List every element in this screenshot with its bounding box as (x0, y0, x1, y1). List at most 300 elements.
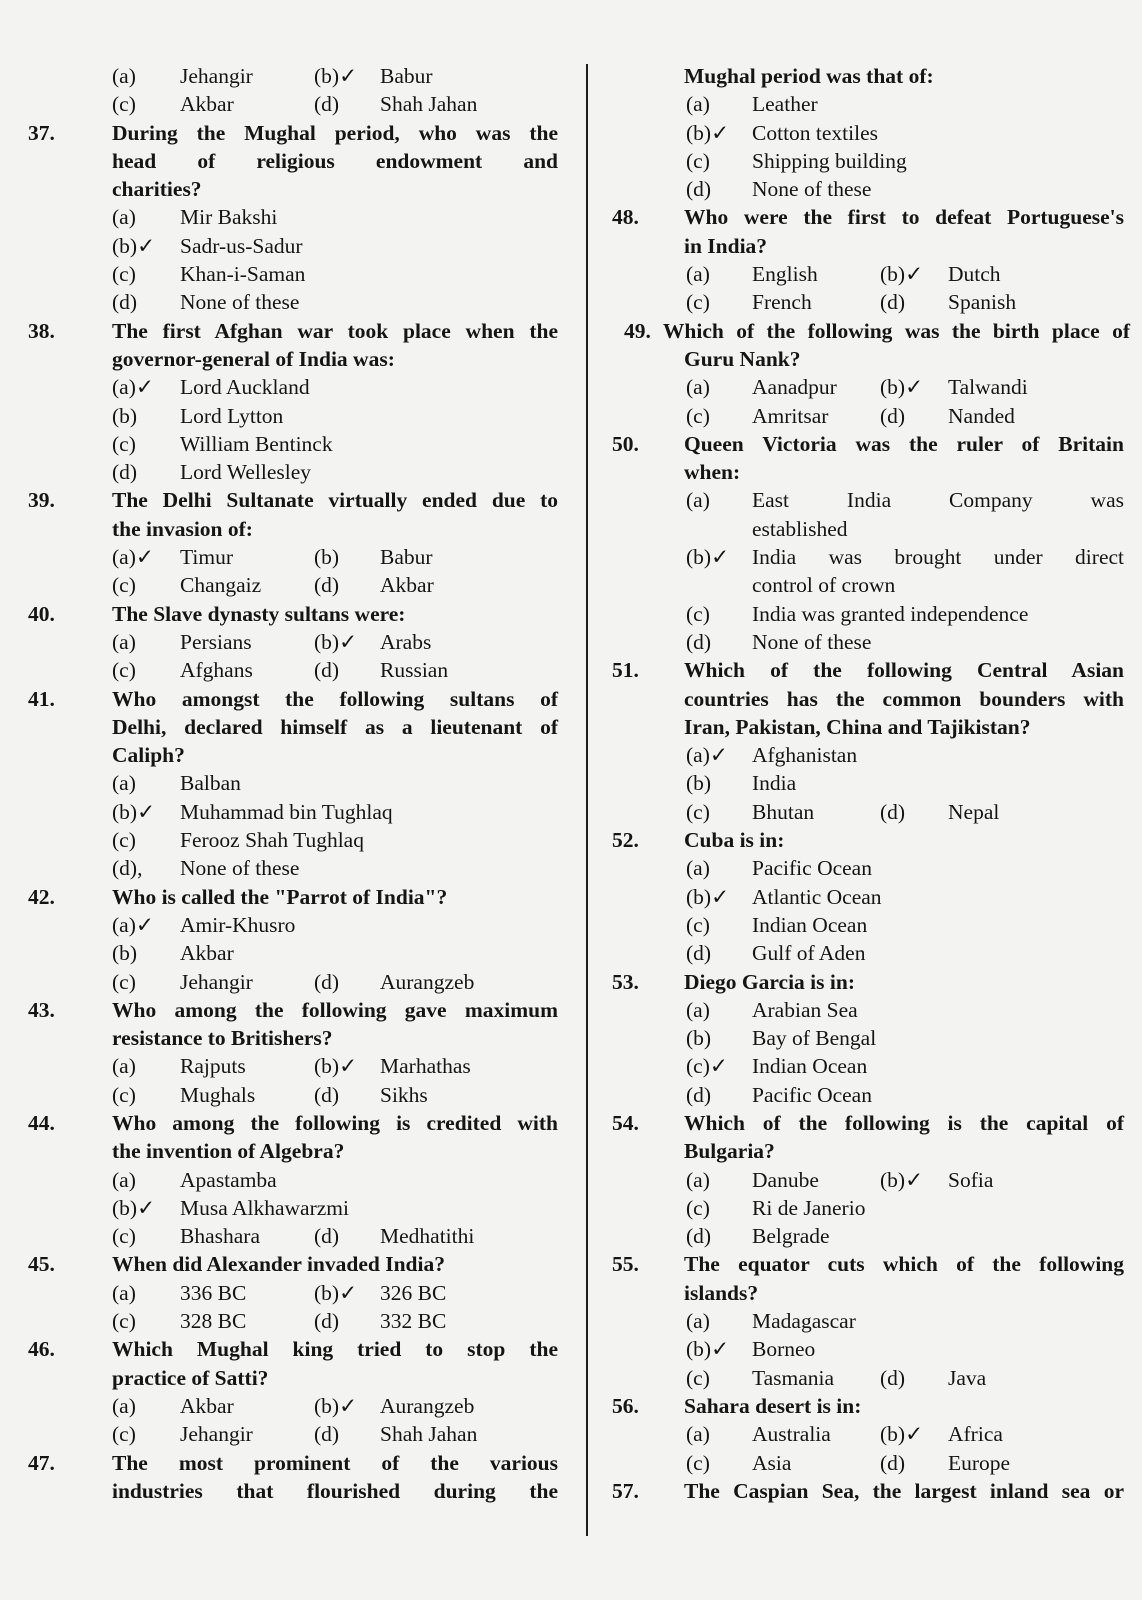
option-label: (a) (686, 1422, 710, 1447)
option-label: (d) (314, 658, 340, 683)
question-line (612, 1137, 1132, 1165)
question-number: 56. (612, 1393, 639, 1418)
option-label: (a) (686, 997, 710, 1022)
option-line (28, 1166, 558, 1194)
question-line (28, 486, 558, 514)
option-label: (b)✓ (686, 545, 730, 570)
option-text: Sadr-us-Sadur (180, 233, 303, 258)
question-line (612, 826, 1132, 854)
option-text: Apastamba (180, 1167, 277, 1192)
option-label: (d) (686, 941, 712, 966)
option-line (612, 1222, 1132, 1250)
option-line (612, 798, 1132, 826)
option-text: Danube (752, 1167, 819, 1192)
option-line (612, 1364, 1132, 1392)
option-line (612, 769, 1132, 797)
option-label: (c) (686, 403, 710, 428)
option-line (28, 288, 558, 316)
option-line (28, 543, 558, 571)
option-text: Cotton textiles (752, 120, 879, 145)
option-text: Bhashara (180, 1224, 260, 1249)
option-line (612, 543, 1132, 571)
option-label: (d) (880, 403, 906, 428)
option-text: Indian Ocean (752, 1054, 868, 1079)
option-text: Timur (180, 545, 233, 570)
option-label: (d) (314, 92, 340, 117)
question-text: Who among the following gave maximum (112, 997, 558, 1022)
question-line (612, 685, 1132, 713)
question-text: When did Alexander invaded India? (112, 1252, 445, 1277)
option-line (28, 232, 558, 260)
option-text: Lord Wellesley (180, 460, 312, 485)
option-line (612, 1449, 1132, 1477)
option-text: 336 BC (180, 1280, 247, 1305)
question-text: governor-general of India was: (112, 346, 395, 371)
option-line (612, 939, 1132, 967)
option-text: Nepal (948, 799, 1000, 824)
question-text: practice of Satti? (112, 1365, 269, 1390)
question-number: 50. (612, 431, 639, 456)
option-label: (b)✓ (314, 1393, 358, 1418)
option-text: Sofia (948, 1167, 994, 1192)
option-label: (a) (686, 856, 710, 881)
option-label: (a)✓ (112, 912, 154, 937)
question-text: Which of the following Central Asian (684, 658, 1124, 683)
option-line (28, 1392, 558, 1420)
option-text: Talwandi (948, 375, 1028, 400)
option-label: (a) (112, 1167, 136, 1192)
question-line (612, 968, 1132, 996)
question-text: industries that flourished during the (112, 1478, 558, 1503)
option-text: Shipping building (752, 148, 907, 173)
question-number: 54. (612, 1110, 639, 1135)
option-line (612, 628, 1132, 656)
option-label: (b)✓ (880, 1167, 924, 1192)
question-text: islands? (684, 1280, 759, 1305)
option-label: (d) (112, 460, 138, 485)
option-text: Jehangir (180, 969, 253, 994)
option-line (28, 769, 558, 797)
option-text: Aurangzeb (380, 969, 475, 994)
option-text: Atlantic Ocean (752, 884, 882, 909)
option-text: India was brought under direct (752, 545, 1124, 570)
question-text: The equator cuts which of the following (684, 1252, 1124, 1277)
option-text: East India Company was (752, 488, 1124, 513)
option-line (28, 373, 558, 401)
option-line (28, 1420, 558, 1448)
question-text: resistance to Britishers? (112, 1026, 333, 1051)
option-line (28, 1052, 558, 1080)
column-divider (586, 64, 588, 1536)
option-label: (c) (112, 1422, 136, 1447)
option-label: (b)✓ (314, 64, 358, 88)
option-label: (a) (112, 205, 136, 230)
option-label: (d) (112, 290, 138, 315)
option-text: English (752, 262, 818, 287)
option-label: (b)✓ (112, 1195, 156, 1220)
question-line (28, 600, 558, 628)
option-label: (d) (314, 1082, 340, 1107)
option-label: (a) (686, 1167, 710, 1192)
option-line (612, 1420, 1132, 1448)
option-line (612, 741, 1132, 769)
option-text: Amir-Khusro (180, 912, 296, 937)
option-text: established (752, 516, 848, 541)
option-label: (c) (112, 658, 136, 683)
option-text: Babur (380, 64, 433, 88)
option-text: Muhammad bin Tughlaq (180, 799, 393, 824)
question-line (612, 203, 1132, 231)
option-text: Europe (948, 1450, 1011, 1475)
question-line (612, 1392, 1132, 1420)
question-line (28, 175, 558, 203)
option-text: Asia (752, 1450, 792, 1475)
option-line (612, 996, 1132, 1024)
option-label: (c) (686, 1195, 710, 1220)
question-text: Who amongst the following sultans of (112, 686, 558, 711)
option-text: control of crown (752, 573, 896, 598)
option-line (612, 854, 1132, 882)
option-text: None of these (752, 629, 872, 654)
option-line (612, 90, 1132, 118)
option-label: (b) (686, 1026, 712, 1051)
question-number: 45. (28, 1252, 55, 1277)
option-label: (c) (112, 828, 136, 853)
option-text: Sikhs (380, 1082, 428, 1107)
option-label: (a) (112, 1054, 136, 1079)
option-text: None of these (180, 856, 300, 881)
question-line (28, 1024, 558, 1052)
question-number: 52. (612, 828, 639, 853)
option-text: Pacific Ocean (752, 856, 872, 881)
question-line (612, 1279, 1132, 1307)
option-text: Afghans (180, 658, 253, 683)
question-text: The Caspian Sea, the largest inland sea or (684, 1478, 1124, 1503)
option-label: (c) (112, 573, 136, 598)
question-text: Diego Garcia is in: (684, 969, 855, 994)
question-number: 57. (612, 1478, 639, 1503)
option-label: (c) (112, 92, 136, 117)
option-continuation (612, 515, 1132, 543)
option-text: Borneo (752, 1337, 816, 1362)
question-line (612, 458, 1132, 486)
option-text: Indian Ocean (752, 912, 868, 937)
question-line (612, 232, 1132, 260)
option-label: (d) (686, 629, 712, 654)
option-text: Persians (180, 629, 252, 654)
option-text: Ferooz Shah Tughlaq (180, 828, 364, 853)
question-line (28, 1477, 558, 1505)
option-text: Madagascar (752, 1309, 856, 1334)
option-label: (b)✓ (112, 799, 156, 824)
option-text: Gulf of Aden (752, 941, 866, 966)
option-label: (a) (112, 1393, 136, 1418)
option-label: (b)✓ (686, 1337, 730, 1362)
option-line (28, 628, 558, 656)
question-line (612, 317, 1132, 345)
question-number: 51. (612, 658, 639, 683)
option-label: (d) (314, 1224, 340, 1249)
option-label: (d) (686, 1082, 712, 1107)
option-text: Balban (180, 771, 241, 796)
option-label: (d) (686, 1224, 712, 1249)
option-text: Arabian Sea (752, 997, 858, 1022)
option-text: Pacific Ocean (752, 1082, 872, 1107)
option-label: (d) (880, 799, 906, 824)
option-label: (a)✓ (686, 743, 728, 768)
option-text: Shah Jahan (380, 92, 478, 117)
option-line (612, 402, 1132, 430)
option-label: (b) (112, 941, 138, 966)
right-column (612, 62, 1132, 1505)
option-text: Marhathas (380, 1054, 471, 1079)
question-number: 40. (28, 601, 55, 626)
option-line (612, 260, 1132, 288)
option-text: Africa (948, 1422, 1003, 1447)
option-line (612, 1194, 1132, 1222)
option-label: (c) (112, 431, 136, 456)
question-number: 44. (28, 1110, 55, 1135)
question-line (28, 996, 558, 1024)
option-label: (a) (112, 771, 136, 796)
question-line (28, 1250, 558, 1278)
option-text: Aurangzeb (380, 1393, 475, 1418)
option-label: (a) (686, 262, 710, 287)
option-label: (d) (880, 1365, 906, 1390)
option-line (28, 62, 558, 90)
option-text: Mughals (180, 1082, 256, 1107)
question-line (28, 317, 558, 345)
option-line (612, 883, 1132, 911)
option-text: Akbar (380, 573, 434, 598)
option-line (28, 1279, 558, 1307)
question-text: Mughal period was that of: (684, 64, 934, 88)
question-text: when: (684, 460, 741, 485)
option-line (612, 1166, 1132, 1194)
option-label: (d) (880, 290, 906, 315)
option-text: Babur (380, 545, 433, 570)
option-line (612, 175, 1132, 203)
option-label: (b)✓ (880, 1422, 924, 1447)
option-text: Jehangir (180, 1422, 253, 1447)
option-label: (a)✓ (112, 375, 154, 400)
question-line (612, 1109, 1132, 1137)
left-column (28, 62, 558, 1505)
option-line (28, 458, 558, 486)
question-line (28, 515, 558, 543)
question-text: Which of the following is the capital of (684, 1110, 1124, 1135)
option-label: (c) (112, 262, 136, 287)
option-text: Lord Auckland (180, 375, 310, 400)
question-line (28, 741, 558, 769)
option-text: Australia (752, 1422, 831, 1447)
question-line (28, 883, 558, 911)
option-label: (b)✓ (686, 884, 730, 909)
option-label: (a) (686, 488, 710, 513)
option-label: (d) (314, 969, 340, 994)
option-text: Lord Lytton (180, 403, 284, 428)
option-line (612, 1081, 1132, 1109)
question-text: Iran, Pakistan, China and Tajikistan? (684, 714, 1031, 739)
option-label: (c) (686, 912, 710, 937)
option-label: (c) (686, 1450, 710, 1475)
question-text: During the Mughal period, who was the (112, 120, 558, 145)
option-label: (c) (112, 969, 136, 994)
option-line (612, 1335, 1132, 1363)
option-line (28, 430, 558, 458)
question-text: The Slave dynasty sultans were: (112, 601, 406, 626)
option-line (612, 911, 1132, 939)
question-number: 37. (28, 120, 55, 145)
option-line (612, 119, 1132, 147)
question-line (612, 62, 1132, 90)
option-label: (b)✓ (880, 375, 924, 400)
question-text: Who is called the "Parrot of India"? (112, 884, 448, 909)
question-line (28, 1137, 558, 1165)
option-line (28, 968, 558, 996)
question-text: the invention of Algebra? (112, 1139, 345, 1164)
option-text: Jehangir (180, 64, 253, 88)
option-text: Belgrade (752, 1224, 830, 1249)
option-label: (b)✓ (112, 233, 156, 258)
option-label: (c) (112, 1082, 136, 1107)
question-line (612, 430, 1132, 458)
question-line (612, 1477, 1132, 1505)
option-text: Medhatithi (380, 1224, 475, 1249)
option-text: India was granted independence (752, 601, 1029, 626)
question-number: 38. (28, 318, 55, 343)
question-line (28, 147, 558, 175)
option-text: Java (948, 1365, 987, 1390)
option-label: (c) (686, 601, 710, 626)
option-line (612, 147, 1132, 175)
option-label: (d) (686, 177, 712, 202)
option-text: Mir Bakshi (180, 205, 278, 230)
option-text: Tasmania (752, 1365, 835, 1390)
question-text: Which Mughal king tried to stop the (112, 1337, 558, 1362)
option-text: Musa Alkhawarzmi (180, 1195, 349, 1220)
option-line (28, 1307, 558, 1335)
option-text: Spanish (948, 290, 1017, 315)
option-text: None of these (180, 290, 300, 315)
option-label: (d) (314, 1422, 340, 1447)
option-line (612, 1024, 1132, 1052)
option-text: India (752, 771, 797, 796)
option-label: (a) (112, 629, 136, 654)
option-line (612, 1052, 1132, 1080)
option-text: Akbar (180, 92, 234, 117)
option-label: (b)✓ (314, 1054, 358, 1079)
question-text: countries has the common bounders with (684, 686, 1124, 711)
question-text: Sahara desert is in: (684, 1393, 862, 1418)
option-text: Khan-i-Saman (180, 262, 306, 287)
option-label: (c) (686, 799, 710, 824)
option-continuation (612, 571, 1132, 599)
question-number: 47. (28, 1450, 55, 1475)
question-number: 39. (28, 488, 55, 513)
question-number: 41. (28, 686, 55, 711)
question-line (612, 1250, 1132, 1278)
option-line (28, 1222, 558, 1250)
option-text: None of these (752, 177, 872, 202)
option-label: (c) (112, 1224, 136, 1249)
question-line (28, 713, 558, 741)
option-text: Bay of Bengal (752, 1026, 877, 1051)
question-number: 46. (28, 1337, 55, 1362)
option-label: (b) (314, 545, 340, 570)
option-text: 328 BC (180, 1309, 247, 1334)
option-line (612, 373, 1132, 401)
option-line (612, 288, 1132, 316)
option-label: (b) (112, 403, 138, 428)
option-label: (d), (112, 856, 143, 881)
option-label: (a) (686, 92, 710, 117)
question-text: The most prominent of the various (112, 1450, 558, 1475)
question-text: The Delhi Sultanate virtually ended due to (112, 488, 558, 513)
question-number: 43. (28, 997, 55, 1022)
option-label: (c) (112, 1309, 136, 1334)
option-line (28, 1081, 558, 1109)
option-line (28, 854, 558, 882)
option-text: Bhutan (752, 799, 815, 824)
question-line (28, 685, 558, 713)
question-text: Who among the following is credited with (112, 1110, 558, 1135)
option-label: (d) (880, 1450, 906, 1475)
question-number: 53. (612, 969, 639, 994)
question-text: Who were the first to defeat Portuguese's (684, 205, 1124, 230)
option-label: (a) (686, 375, 710, 400)
option-text: Afghanistan (752, 743, 858, 768)
question-line (28, 1109, 558, 1137)
option-label: (b)✓ (880, 262, 924, 287)
option-label: (b)✓ (314, 1280, 358, 1305)
option-text: Amritsar (752, 403, 829, 428)
option-text: Ri de Janerio (752, 1195, 866, 1220)
option-text: 332 BC (380, 1309, 447, 1334)
question-text: Cuba is in: (684, 828, 785, 853)
option-text: Akbar (180, 941, 234, 966)
option-text: Arabs (380, 629, 432, 654)
question-number: 55. (612, 1252, 639, 1277)
option-label: (c) (686, 148, 710, 173)
option-label: (b)✓ (686, 120, 730, 145)
question-line (612, 345, 1132, 373)
option-line (28, 798, 558, 826)
option-line (28, 911, 558, 939)
option-line (28, 90, 558, 118)
option-label: (d) (314, 573, 340, 598)
option-line (28, 826, 558, 854)
question-text: Queen Victoria was the ruler of Britain (684, 431, 1124, 456)
question-line (28, 1364, 558, 1392)
option-line (612, 486, 1132, 514)
option-line (28, 571, 558, 599)
option-text: Changaiz (180, 573, 262, 598)
option-label: (b) (686, 771, 712, 796)
option-text: Nanded (948, 403, 1015, 428)
option-text: French (752, 290, 812, 315)
option-label: (c) (686, 290, 710, 315)
option-label: (a) (112, 1280, 136, 1305)
question-line (612, 656, 1132, 684)
option-label: (d) (314, 1309, 340, 1334)
option-line (28, 656, 558, 684)
question-line (28, 1449, 558, 1477)
question-text: Bulgaria? (684, 1139, 775, 1164)
question-text: charities? (112, 177, 202, 202)
option-label: (c) (686, 1365, 710, 1390)
option-text: Dutch (948, 262, 1001, 287)
